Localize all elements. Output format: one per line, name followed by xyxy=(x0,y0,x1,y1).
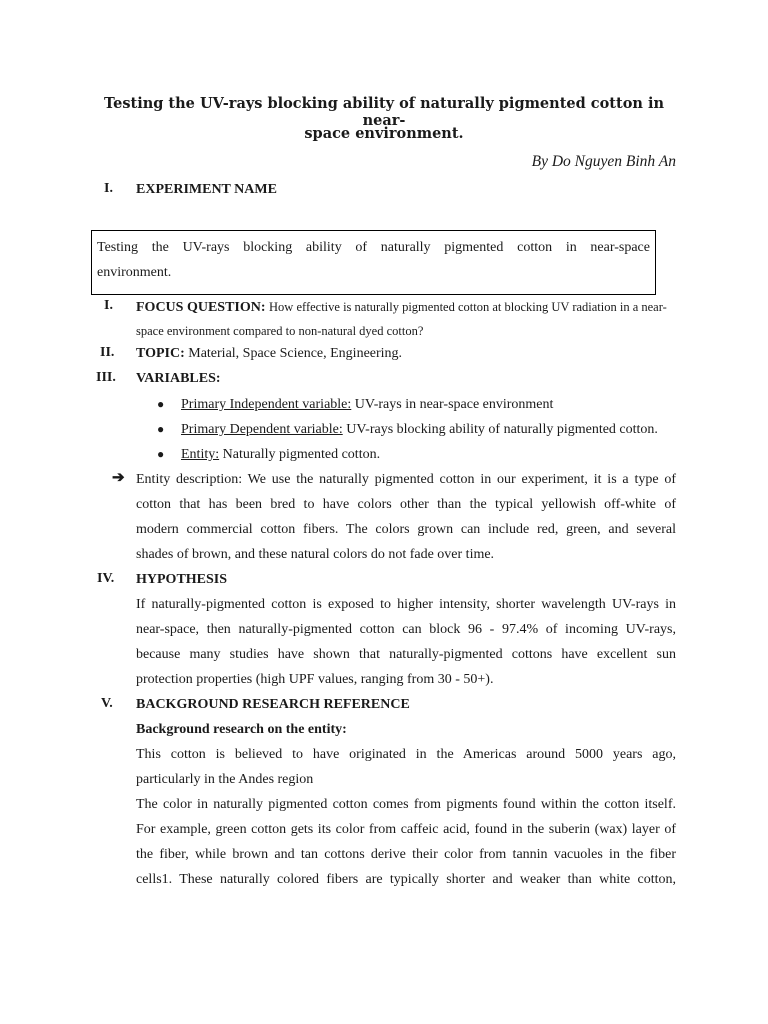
entity-description-line: cotton that has been bred to have colors other than the typical yellowish off-white of xyxy=(136,497,676,512)
variable-label: Primary Independent variable: xyxy=(181,397,352,412)
focus-question-line-2: space environment compared to non-natural dyed cotton? xyxy=(136,324,424,338)
background-line: The color in naturally pigmented cotton comes from pigments found within the cotton itself. xyxy=(136,797,676,812)
background-line: This cotton is believed to have originated in the Americas around 5000 years ago, xyxy=(136,747,676,762)
bullet-icon: ● xyxy=(157,447,165,461)
section-number: I. xyxy=(104,298,113,313)
variable-item xyxy=(181,396,553,414)
background-line: the fiber, while brown and tan cottons derive their color from tannin vacuoles in the fiber xyxy=(136,847,676,862)
focus-question-heading: FOCUS QUESTION: xyxy=(136,300,266,315)
background-heading: BACKGROUND RESEARCH REFERENCE xyxy=(136,697,410,712)
title-line-1: Testing the UV-rays blocking ability of naturally pigmented cotton in near- xyxy=(103,95,665,129)
focus-question-line-1 xyxy=(136,298,667,317)
section-heading-experiment-name: EXPERIMENT NAME xyxy=(136,182,277,197)
section-number: IV. xyxy=(97,571,115,586)
variable-text: Naturally pigmented cotton. xyxy=(222,447,381,462)
variables-heading: VARIABLES: xyxy=(136,371,221,386)
focus-question-text-1: How effective is naturally pigmented cotton at blocking UV radiation in a near- xyxy=(269,300,667,314)
hypothesis-line: protection properties (high UPF values, ranging from 30 - 50+). xyxy=(136,672,494,687)
entity-description-line: shades of brown, and these natural colors do not fade over time. xyxy=(136,547,495,562)
hypothesis-heading: HYPOTHESIS xyxy=(136,572,228,587)
hypothesis-line: near-space, then naturally-pigmented cotton can block 96 - 97.4% of incoming UV-rays, xyxy=(136,622,676,637)
background-subheading: Background research on the entity: xyxy=(136,722,347,737)
hypothesis-line: because many studies have shown that naturally-pigmented cottons have excellent sun xyxy=(136,647,676,662)
variable-text: UV-rays in near-space environment xyxy=(354,397,554,412)
bullet-icon: ● xyxy=(157,422,165,436)
variable-item xyxy=(181,421,658,439)
entity-description-line: Entity description: We use the naturally pigmented cotton in our experiment, it is a type of xyxy=(136,472,676,487)
title-line-2: space environment. xyxy=(304,125,464,142)
bullet-icon: ● xyxy=(157,397,165,411)
author: By Do Nguyen Binh An xyxy=(531,153,676,170)
section-number: III. xyxy=(96,370,116,385)
box-line-1: Testing the UV-rays blocking ability of naturally pigmented cotton in near-space xyxy=(97,240,650,255)
topic-heading: TOPIC: xyxy=(136,346,185,361)
variable-text: UV-rays blocking ability of naturally pigmented cotton. xyxy=(346,422,658,437)
background-line: cells1. These naturally colored fibers are typically shorter and weaker than white cotton, xyxy=(136,872,676,887)
box-line-2: environment. xyxy=(97,265,172,280)
entity-description-line: modern commercial cotton fibers. The colors grown can include red, green, and several xyxy=(136,522,676,537)
arrow-right-icon: ➔ xyxy=(112,470,125,486)
background-line: particularly in the Andes region xyxy=(136,772,314,787)
hypothesis-line: If naturally-pigmented cotton is exposed to higher intensity, shorter wavelength UV-rays in xyxy=(136,597,676,612)
topic-text: Material, Space Science, Engineering. xyxy=(188,346,403,361)
variable-label: Entity: xyxy=(181,447,220,462)
variable-label: Primary Dependent variable: xyxy=(181,422,343,437)
section-number: V. xyxy=(101,696,113,711)
section-number: II. xyxy=(100,345,115,360)
variable-item xyxy=(181,446,380,464)
section-number: I. xyxy=(104,181,113,196)
background-line: For example, green cotton gets its color from caffeic acid, found in the suberin (wax) layer of xyxy=(136,822,676,837)
topic-line xyxy=(136,345,402,363)
